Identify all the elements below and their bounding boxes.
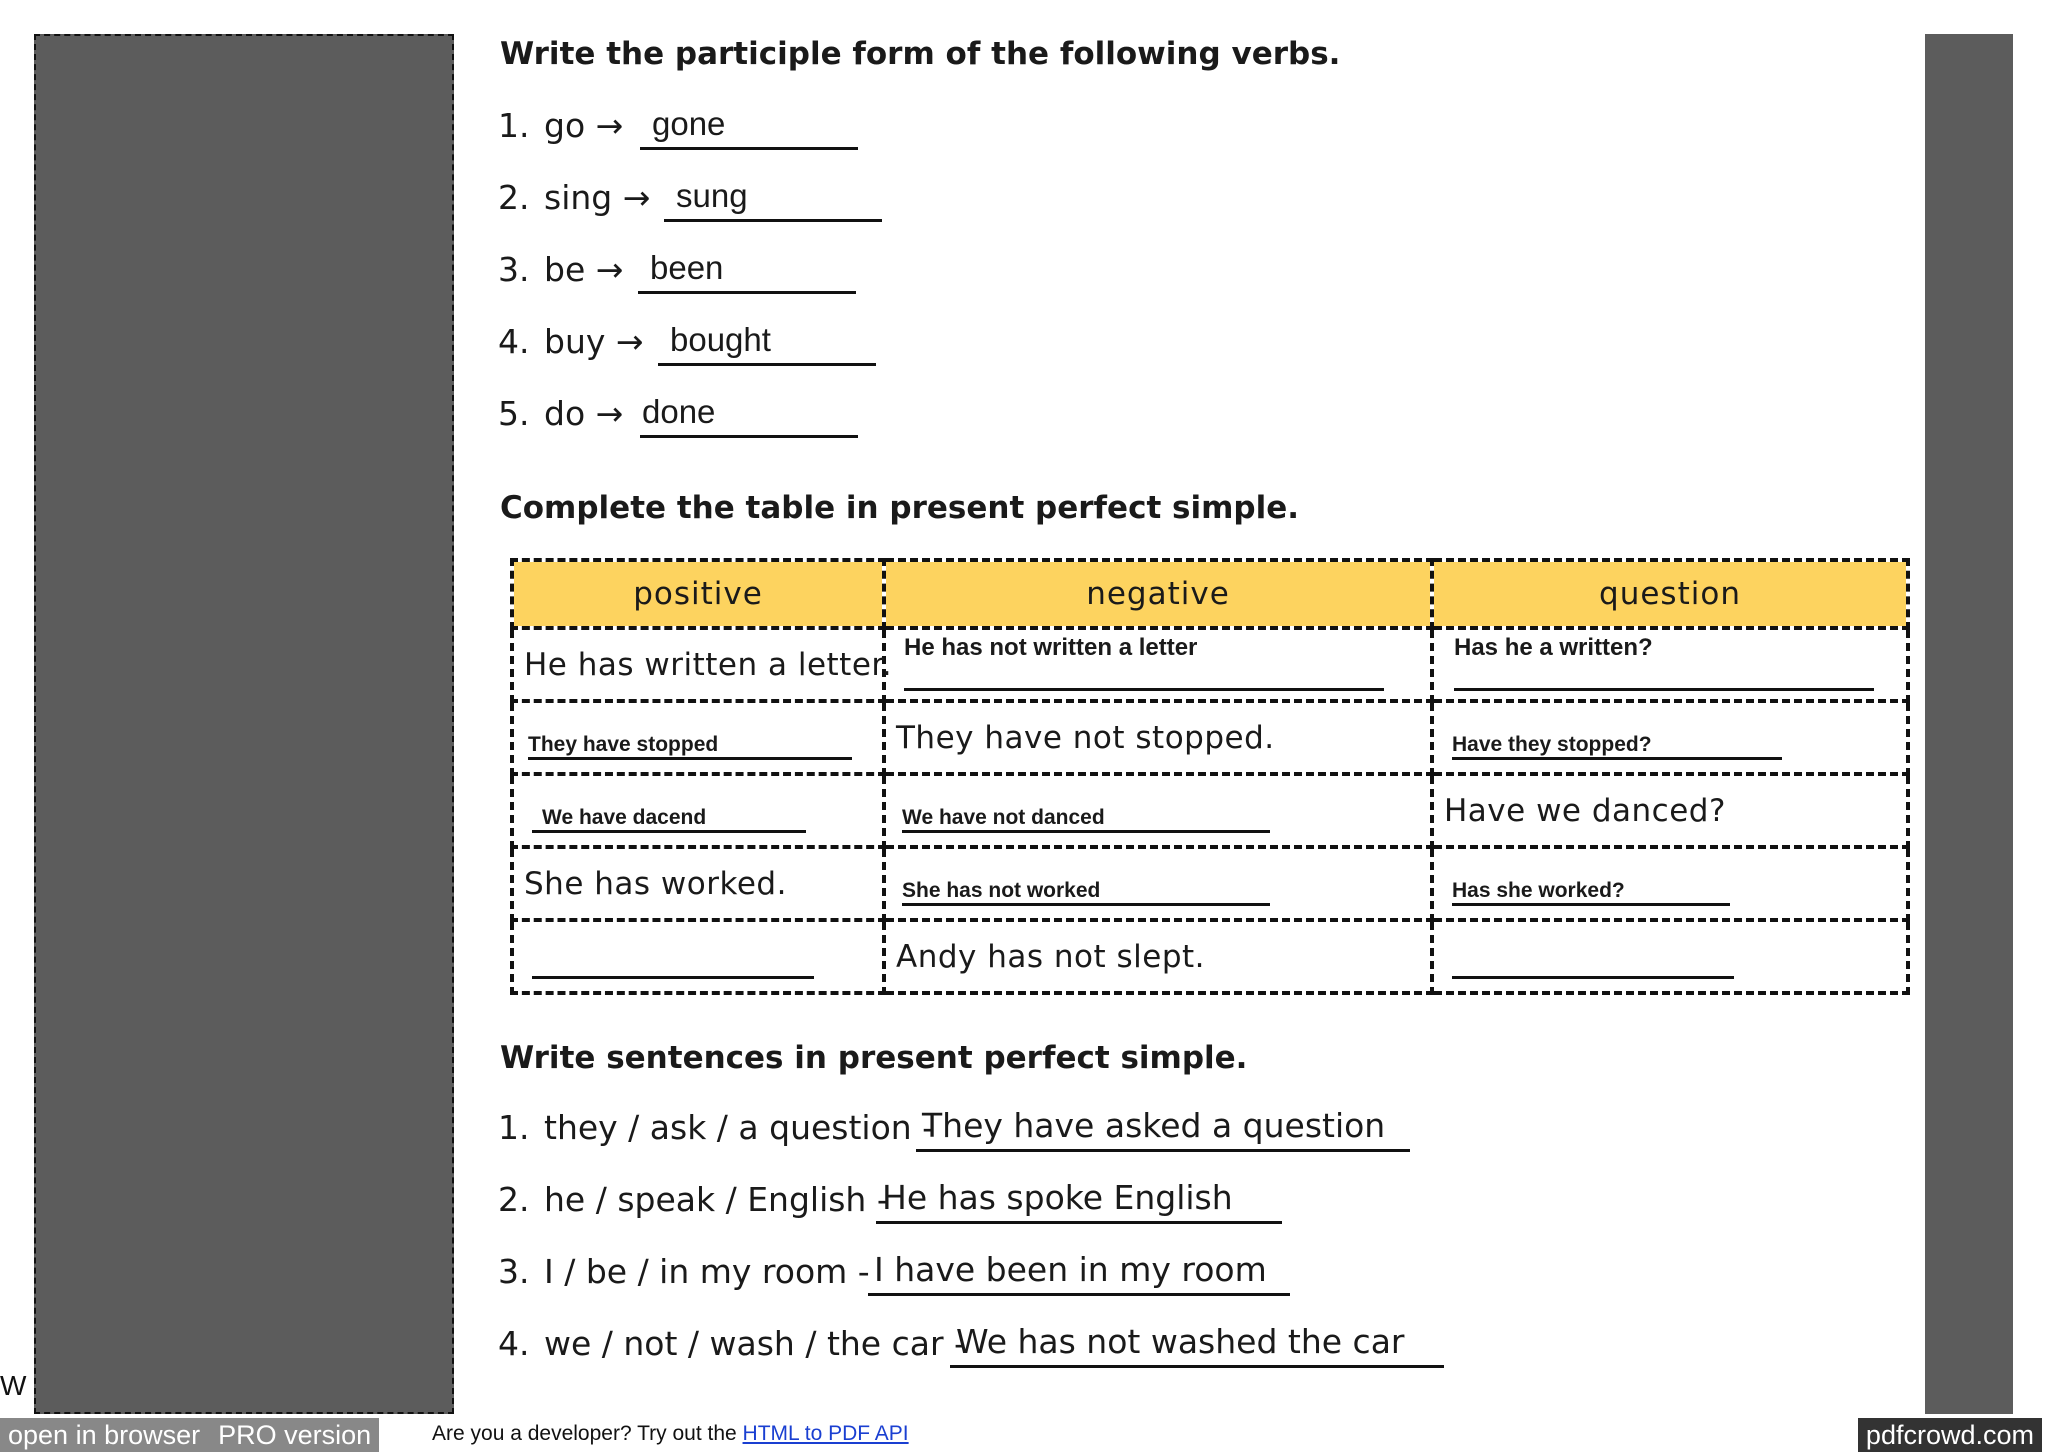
participle-item bbox=[498, 386, 716, 442]
table-cell bbox=[884, 774, 1432, 847]
developer-promo bbox=[432, 1422, 909, 1446]
participle-item bbox=[498, 98, 726, 154]
table-cell bbox=[884, 847, 1432, 920]
answer-field[interactable]: She has not worked bbox=[902, 879, 1270, 906]
table-row bbox=[512, 774, 1908, 847]
sentence-prompt: I / be / in my room - bbox=[544, 1252, 870, 1291]
participle-answer-field[interactable]: bought bbox=[658, 314, 876, 366]
item-number: 1. bbox=[498, 1108, 530, 1147]
column-header-question: question bbox=[1432, 560, 1908, 628]
sentence-item bbox=[498, 1244, 1267, 1300]
sentence-prompt: he / speak / English - bbox=[544, 1180, 889, 1219]
participle-answer-field[interactable]: done bbox=[640, 386, 858, 438]
right-gray-panel bbox=[1925, 34, 2013, 1414]
item-number: 3. bbox=[498, 1252, 530, 1291]
blank-answer-line[interactable] bbox=[532, 974, 814, 979]
answer-field[interactable]: Has she worked? bbox=[1452, 879, 1730, 906]
table-cell bbox=[512, 701, 884, 774]
table-cell bbox=[1432, 701, 1908, 774]
footer-left-bar bbox=[0, 1418, 379, 1452]
sentence-prompt: we / not / wash / the car - bbox=[544, 1324, 966, 1363]
participle-item bbox=[498, 314, 771, 370]
column-header-positive: positive bbox=[512, 560, 884, 628]
table-cell bbox=[512, 847, 884, 920]
sentence-answer-field[interactable]: He has spoke English bbox=[876, 1172, 1282, 1224]
table-cell bbox=[512, 774, 884, 847]
blank-answer-line[interactable] bbox=[1452, 974, 1734, 979]
answer-field[interactable]: Has he a written? bbox=[1454, 634, 1874, 691]
pdfcrowd-brand-link[interactable]: pdfcrowd.com bbox=[1858, 1418, 2042, 1452]
table-cell bbox=[512, 628, 893, 701]
participle-item bbox=[498, 170, 748, 226]
table-row bbox=[512, 920, 1908, 993]
table-heading: Complete the table in present perfect simple. bbox=[500, 490, 1300, 526]
sentence-item bbox=[498, 1172, 1233, 1228]
left-gray-panel bbox=[34, 34, 454, 1414]
column-header-negative: negative bbox=[884, 560, 1432, 628]
table-cell bbox=[1432, 628, 1908, 701]
item-number: 2. bbox=[498, 178, 530, 217]
sentence-item bbox=[498, 1316, 1405, 1372]
table-row bbox=[512, 628, 1908, 701]
table-header-row bbox=[512, 560, 1908, 628]
given-sentence: Andy has not slept. bbox=[896, 938, 1206, 975]
open-in-browser-link[interactable]: open in browser bbox=[8, 1420, 201, 1450]
answer-field[interactable]: They have stopped bbox=[528, 733, 852, 760]
sentence-answer-field[interactable]: We has not washed the car bbox=[950, 1316, 1444, 1368]
sentence-answer-field[interactable]: I have been in my room bbox=[868, 1244, 1290, 1296]
pro-version-link[interactable]: PRO version bbox=[218, 1420, 372, 1450]
table-cell bbox=[884, 920, 1432, 993]
table-cell bbox=[884, 628, 1432, 701]
verb-prompt: buy → bbox=[544, 322, 644, 361]
answer-field[interactable]: He has not written a letter bbox=[904, 634, 1384, 691]
table-cell bbox=[1432, 774, 1908, 847]
verb-prompt: go → bbox=[544, 106, 624, 145]
verb-prompt: sing → bbox=[544, 178, 651, 217]
present-perfect-table bbox=[510, 558, 1910, 995]
html-to-pdf-api-link[interactable]: HTML to PDF API bbox=[742, 1422, 909, 1445]
participle-item bbox=[498, 242, 724, 298]
given-sentence: He has written a letter. bbox=[524, 646, 893, 683]
stray-letter: W bbox=[0, 1370, 27, 1401]
sentence-item bbox=[498, 1100, 1386, 1156]
table-cell bbox=[1432, 920, 1908, 993]
item-number: 1. bbox=[498, 106, 530, 145]
given-sentence: She has worked. bbox=[524, 865, 787, 902]
item-number: 4. bbox=[498, 1324, 530, 1363]
item-number: 2. bbox=[498, 1180, 530, 1219]
answer-field[interactable]: We have dacend bbox=[532, 806, 806, 833]
answer-field[interactable]: Have they stopped? bbox=[1452, 733, 1782, 760]
item-number: 5. bbox=[498, 394, 530, 433]
item-number: 3. bbox=[498, 250, 530, 289]
item-number: 4. bbox=[498, 322, 530, 361]
participle-answer-field[interactable]: gone bbox=[640, 98, 858, 150]
given-sentence: They have not stopped. bbox=[896, 719, 1275, 756]
developer-text: Are you a developer? Try out the bbox=[432, 1422, 737, 1445]
sentences-heading: Write sentences in present perfect simple. bbox=[500, 1040, 1248, 1076]
table-cell bbox=[884, 701, 1432, 774]
table-row bbox=[512, 701, 1908, 774]
verb-prompt: be → bbox=[544, 250, 624, 289]
participle-heading: Write the participle form of the following verbs. bbox=[500, 36, 1341, 72]
sentence-answer-field[interactable]: They have asked a question bbox=[916, 1100, 1410, 1152]
participle-answer-field[interactable]: sung bbox=[664, 170, 882, 222]
table-row bbox=[512, 847, 1908, 920]
verb-prompt: do → bbox=[544, 394, 624, 433]
sentence-prompt: they / ask / a question - bbox=[544, 1108, 935, 1147]
table-cell bbox=[1432, 847, 1908, 920]
participle-answer-field[interactable]: been bbox=[638, 242, 856, 294]
table-cell bbox=[512, 920, 884, 993]
given-sentence: Have we danced? bbox=[1444, 792, 1726, 829]
answer-field[interactable]: We have not danced bbox=[902, 806, 1270, 833]
